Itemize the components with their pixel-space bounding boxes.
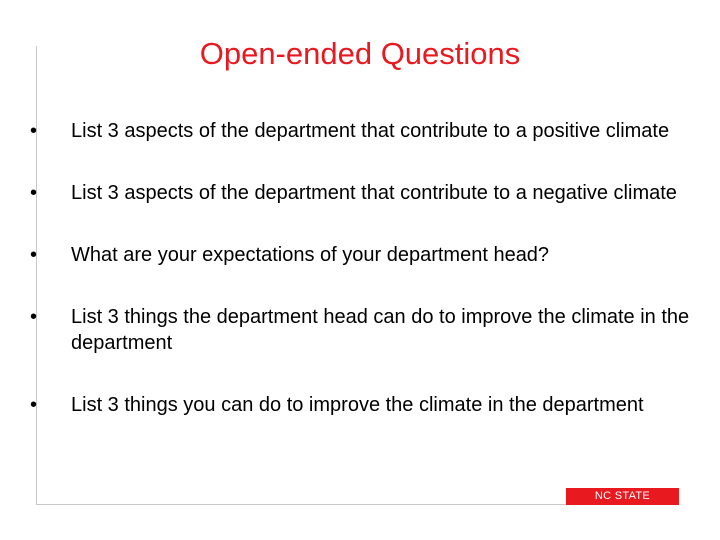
bullet-item-positive-climate (30, 118, 690, 144)
bullet-list (30, 118, 690, 454)
bullet-item-expectations (30, 242, 690, 268)
bullet-marker: • (30, 306, 38, 328)
bullet-marker: • (30, 394, 38, 416)
bullet-text: List 3 aspects of the department that contribute to a positive climate (71, 120, 670, 142)
bullet-text: List 3 things you can do to improve the climate in the department (71, 394, 644, 416)
bullet-text: List 3 things the department head can do to improve the climate in the department (71, 306, 690, 354)
bullet-text: List 3 aspects of the department that contribute to a negative climate (71, 182, 677, 204)
bullet-marker: • (30, 120, 38, 142)
bullet-item-you-improve (30, 392, 690, 418)
bullet-item-negative-climate (30, 180, 690, 206)
bullet-item-head-improve (30, 304, 690, 356)
bullet-text: What are your expectations of your department head? (71, 244, 550, 266)
bullet-marker: • (30, 244, 38, 266)
slide-title: Open-ended Questions (199, 36, 521, 71)
nc-state-logo: NC STATE (566, 488, 679, 505)
bullet-marker: • (30, 182, 38, 204)
